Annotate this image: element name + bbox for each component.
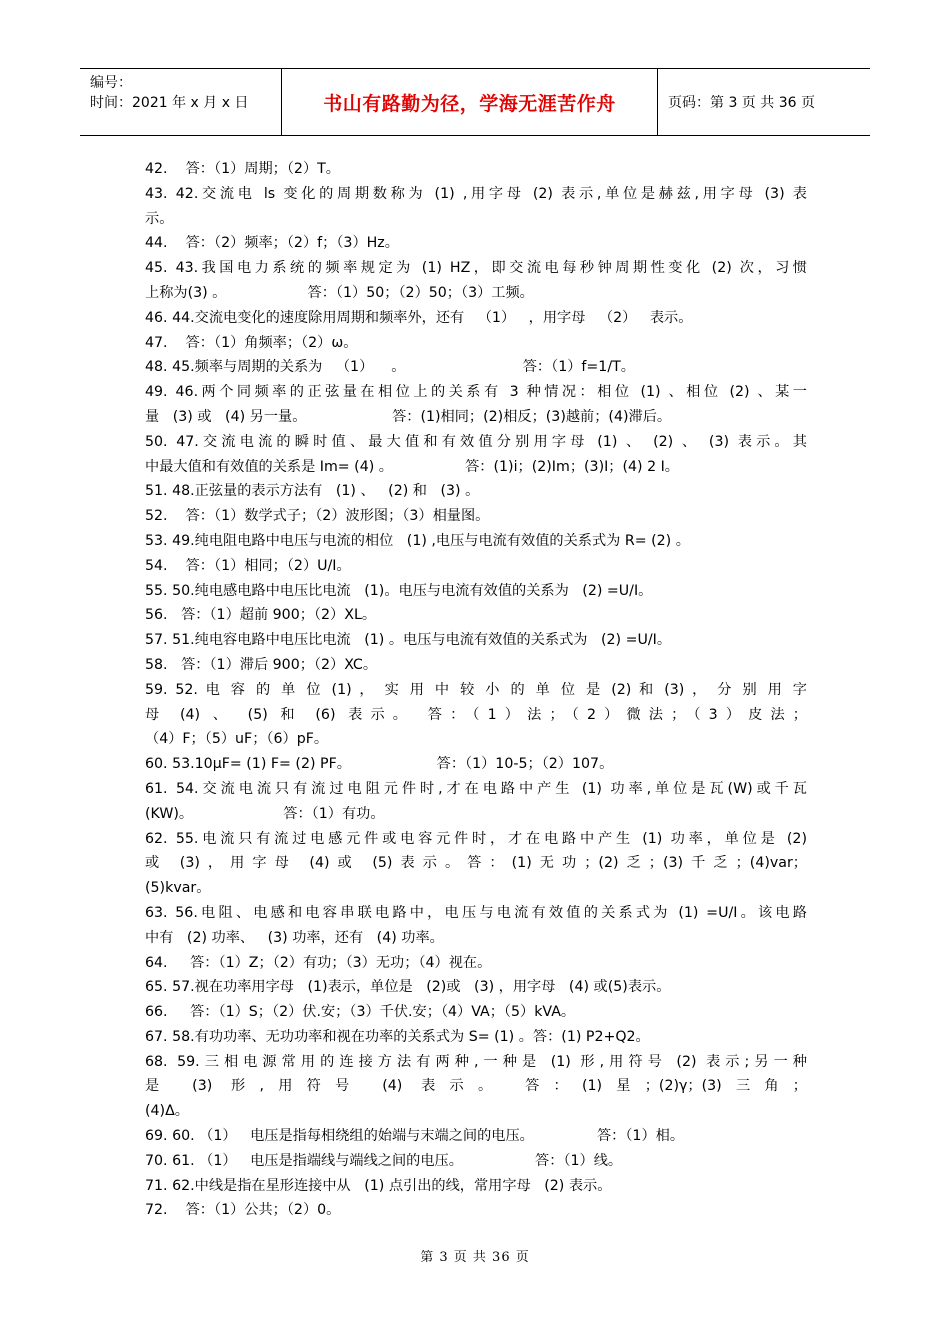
question-list <box>145 157 807 1223</box>
text-line: 量 (3) 或 (4) 另一量。 答：(1)相同；(2)相反；(3)越前；(4)滞后。 <box>145 408 672 425</box>
text-line: 44. 答：（2）频率；（2）f；（3）Hz。 <box>145 235 399 252</box>
text-line: 示。 <box>145 210 174 227</box>
text-line: 69. 60. （1） 电压是指每相绕组的始端与末端之间的电压。 答：（1）相。 <box>145 1128 685 1145</box>
text-line: 59. 52. 电 容 的 单 位 (1) ， 实 用 中 较 小 的 单 位 是 (2) 和 (3) ， 分 别 用 字 <box>145 681 807 698</box>
text-line: 63. 56.电阻、电感和电容串联电路中，电压与电流有效值的关系式为 (1) =U/I。该电路 <box>145 904 807 921</box>
text-line: (5)kvar。 <box>145 880 211 897</box>
text-line: 46. 44.交流电变化的速度除用周期和频率外，还有 （1） ，用字母 （2） 表示。 <box>145 309 693 326</box>
text-line: 72. 答：（1）公共；（2）0。 <box>145 1202 341 1219</box>
date-label: 时间：2021 年 x 月 x 日 <box>90 95 249 111</box>
text-line: 是 (3) 形,用符号 (4) 表示。 答：(1)星；(2)γ；(3)三角； <box>145 1078 807 1095</box>
text-line: 62. 55.电流只有流过电感元件或电容元件时，才在电路中产生 (1) 功率，单位是 (2) <box>145 830 807 847</box>
text-line: 或 (3)，用字母 (4)或 (5)表示。答：(1)无功；(2)乏；(3)千乏；(4)var； <box>145 855 807 872</box>
text-line: 71. 62.中线是指在星形连接中从 (1) 点引出的线，常用字母 (2) 表示。 <box>145 1177 612 1194</box>
text-line: 51. 48.正弦量的表示方法有 (1) 、 (2) 和 (3) 。 <box>145 483 480 500</box>
text-line: 57. 51.纯电容电路中电压比电流 (1) 。电压与电流有效值的关系式为 (2) =U/I。 <box>145 632 672 649</box>
text-line: 61. 54.交流电流只有流过电阻元件时,才在电路中产生 (1) 功率,单位是瓦(W)或千瓦 <box>145 780 807 797</box>
text-line: 54. 答：（1）相同；（2）U/I。 <box>145 557 351 574</box>
page-header <box>80 68 870 136</box>
text-line: 中有 (2) 功率、 (3) 功率，还有 (4) 功率。 <box>145 929 444 946</box>
text-line: 48. 45.频率与周期的关系为 （1） 。 答：（1）f=1/T。 <box>145 359 635 376</box>
text-line: （4）F；（5）uF；（6）pF。 <box>145 731 329 748</box>
text-line: 52. 答：（1）数学式子；（2）波形图；（3）相量图。 <box>145 508 490 525</box>
text-line: (KW)。 答：（1）有功。 <box>145 805 385 822</box>
header-meta <box>80 69 282 135</box>
text-line: 67. 58.有功功率、无功功率和视在功率的关系式为 S= (1) 。答：(1) P2+Q2。 <box>145 1028 650 1045</box>
text-line: 56. 答：（1）超前 900；（2）XL。 <box>145 607 377 624</box>
text-line: 64. 答：（1）Z；（2）有功；（3）无功；（4）视在。 <box>145 954 492 971</box>
text-line: 49. 46.两个同频率的正弦量在相位上的关系有 3 种情况：相位 (1) 、相位 (2) 、某一 <box>145 384 807 401</box>
text-line: (4)Δ。 <box>145 1103 189 1120</box>
text-line: 47. 答：（1）角频率；（2）ω。 <box>145 334 358 351</box>
text-line: 60. 53.10μF= (1) F= (2) PF。 答：（1）10-5；（2）107。 <box>145 756 614 773</box>
text-line: 65. 57.视在功率用字母 (1)表示，单位是 (2)或 (3) ，用字母 (4) 或(5)表示。 <box>145 979 671 996</box>
serial-label: 编号： <box>90 75 132 91</box>
text-line: 42. 答：（1）周期；（2）T。 <box>145 161 340 177</box>
header-page-info: 页码：第 3 页 共 36 页 <box>668 95 815 111</box>
text-line: 55. 50.纯电感电路中电压比电流 (1)。电压与电流有效值的关系为 (2) =U/I。 <box>145 582 653 599</box>
page-footer: 第 3 页 共 36 页 <box>420 1250 530 1265</box>
text-line: 母 (4) 、 (5) 和 (6) 表示。 答：（1）法；（2）微法；（3）皮法； <box>145 706 807 723</box>
text-line: 70. 61. （1） 电压是指端线与端线之间的电压。 答：（1）线。 <box>145 1152 623 1169</box>
text-line: 50. 47.交流电流的瞬时值、最大值和有效值分别用字母 (1) 、 (2) 、 (3) 表示。其 <box>145 433 807 450</box>
text-line: 中最大值和有效值的关系是 Im= (4) 。 答：(1)i；(2)Im；(3)I；(4) 2 I。 <box>145 458 679 475</box>
text-line: 45. 43.我国电力系统的频率规定为 (1) HZ，即交流电每秒钟周期性变化 (2) 次，习惯 <box>145 260 807 277</box>
text-line: 58. 答：（1）滞后 900；（2）XC。 <box>145 656 378 673</box>
header-motto: 书山有路勤为径，学海无涯苦作舟 <box>282 69 658 135</box>
text-line: 68. 59.三相电源常用的连接方法有两种,一种是 (1) 形,用符号 (2) 表示;另一种 <box>145 1053 807 1070</box>
text-line: 53. 49.纯电阻电路中电压与电流的相位 (1) ,电压与电流有效值的关系式为 R= (2) 。 <box>145 532 690 549</box>
text-line: 66. 答：（1）S；（2）伏.安；（3）千伏.安；（4）VA；（5）kVA。 <box>145 1004 576 1021</box>
text-line: 43. 42.交流电 ls 变化的周期数称为 (1) ,用字母 (2) 表示,单位是赫兹,用字母 (3) 表 <box>145 185 807 202</box>
text-line: 上称为(3) 。 答：（1）50；（2）50；（3）工频。 <box>145 284 534 301</box>
